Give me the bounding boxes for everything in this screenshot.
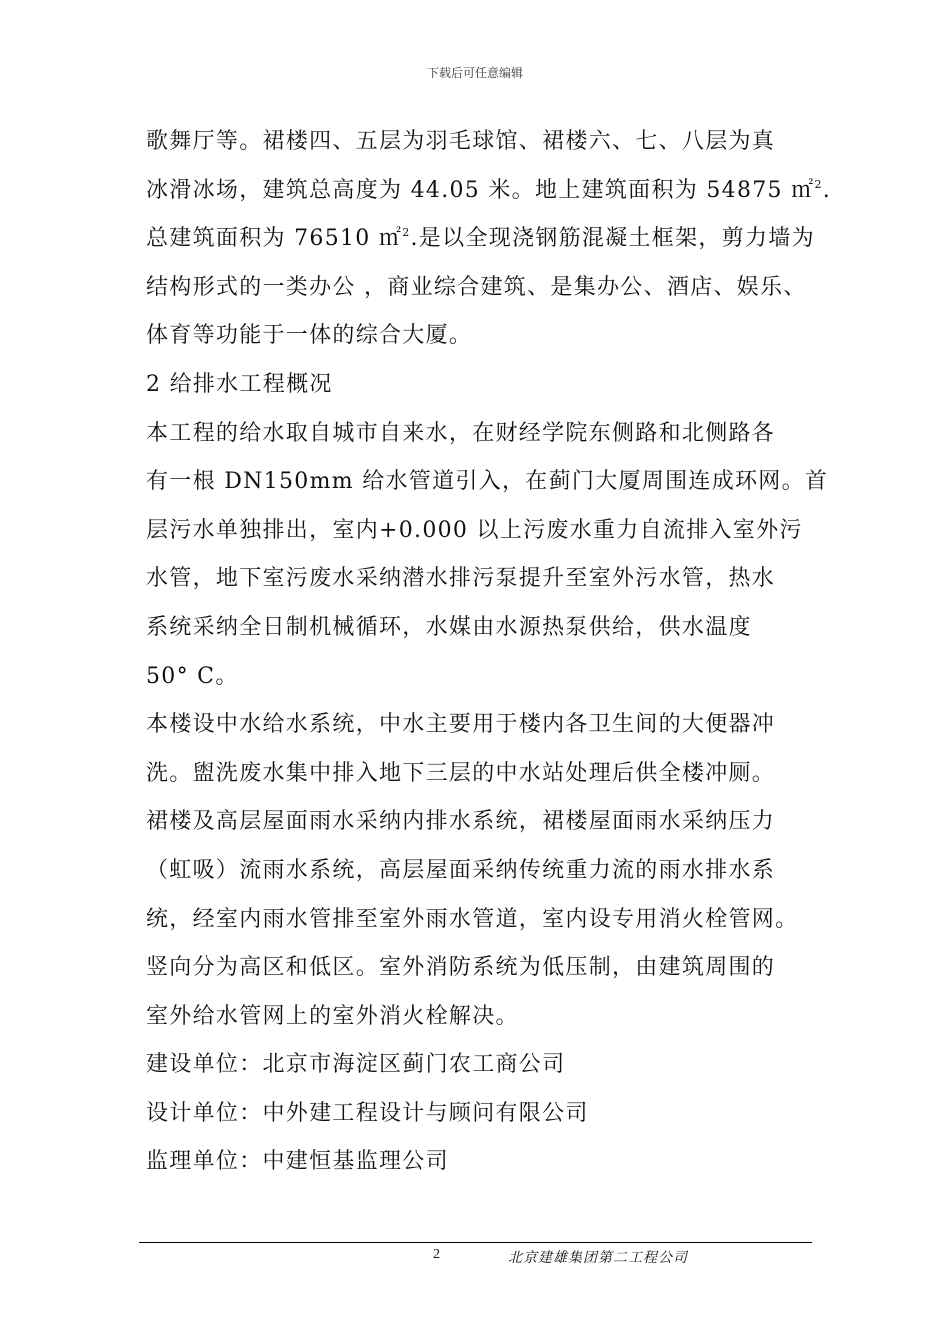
header-note: 下载后可任意编辑 xyxy=(426,66,523,80)
text-line-3-end: .是以全现浇钢筋混凝土框架，剪力墙为 xyxy=(410,226,815,252)
text-line-9: 层污水单独排出，室内+0.000 以上污废水重力自流排入室外污 xyxy=(146,517,803,543)
superscript-3: 2 xyxy=(402,226,411,240)
document-body xyxy=(146,118,832,1187)
text-line-11: 系统采纳全日制机械循环，水媒由水源热泵供给，供水温度 xyxy=(146,614,752,640)
text-line-3 xyxy=(146,215,826,264)
text-line-5: 体育等功能于一体的综合大厦。 xyxy=(146,323,473,349)
footer-divider xyxy=(139,1242,812,1243)
text-line-2-end: . xyxy=(822,177,832,203)
text-line-16: （虹吸）流雨水系统，高层屋面采纳传统重力流的雨水排水系 xyxy=(146,857,776,883)
text-line-2 xyxy=(146,167,832,216)
text-line-13: 本楼设中水给水系统，中水主要用于楼内各卫生间的大便器冲 xyxy=(146,712,776,738)
superscript-2: 2 xyxy=(814,177,823,191)
text-line-12: 50° C。 xyxy=(146,663,239,689)
design-unit: 设计单位：中外建工程设计与顾问有限公司 xyxy=(146,1100,589,1126)
text-line-14: 洗。盥洗废水集中排入地下三层的中水站处理后供全楼冲厕。 xyxy=(146,760,776,786)
text-line-10: 水管，地下室污废水采纳潜水排污泵提升至室外污水管，热水 xyxy=(146,566,776,592)
text-line-1: 歌舞厅等。裙楼四、五层为羽毛球馆、裙楼六、七、八层为真 xyxy=(146,129,776,154)
text-line-15: 裙楼及高层屋面雨水采纳内排水系统，裙楼屋面雨水采纳压力 xyxy=(146,809,776,835)
text-line-19: 室外给水管网上的室外消火栓解决。 xyxy=(146,1003,519,1029)
text-line-8: 有一根 DN150mm 给水管道引入，在蓟门大厦周围连成环网。首 xyxy=(146,469,829,495)
text-line-17: 统，经室内雨水管排至室外雨水管道，室内设专用消火栓管网。 xyxy=(146,906,799,932)
page-number: 2 xyxy=(433,1247,440,1262)
footer-company: 北京建雄集团第二工程公司 xyxy=(508,1250,688,1266)
text-line-7: 本工程的给水取自城市自来水，在财经学院东侧路和北侧路各 xyxy=(146,420,776,446)
text-line-2-main: 冰滑冰场，建筑总高度为 44.05 米。地上建筑面积为 54875 ㎡ xyxy=(146,177,815,203)
construction-unit: 建设单位：北京市海淀区蓟门农工商公司 xyxy=(146,1052,566,1078)
supervision-unit: 监理单位：中建恒基监理公司 xyxy=(146,1149,449,1175)
text-line-18: 竖向分为高区和低区。室外消防系统为低压制，由建筑周围的 xyxy=(146,955,776,981)
section-heading: 2 给排水工程概况 xyxy=(146,371,333,397)
text-line-4: 结构形式的一类办公 ，商业综合建筑、是集办公、酒店、娱乐、 xyxy=(146,274,807,300)
text-line-3-main: 总建筑面积为 76510 ㎡ xyxy=(146,226,403,252)
